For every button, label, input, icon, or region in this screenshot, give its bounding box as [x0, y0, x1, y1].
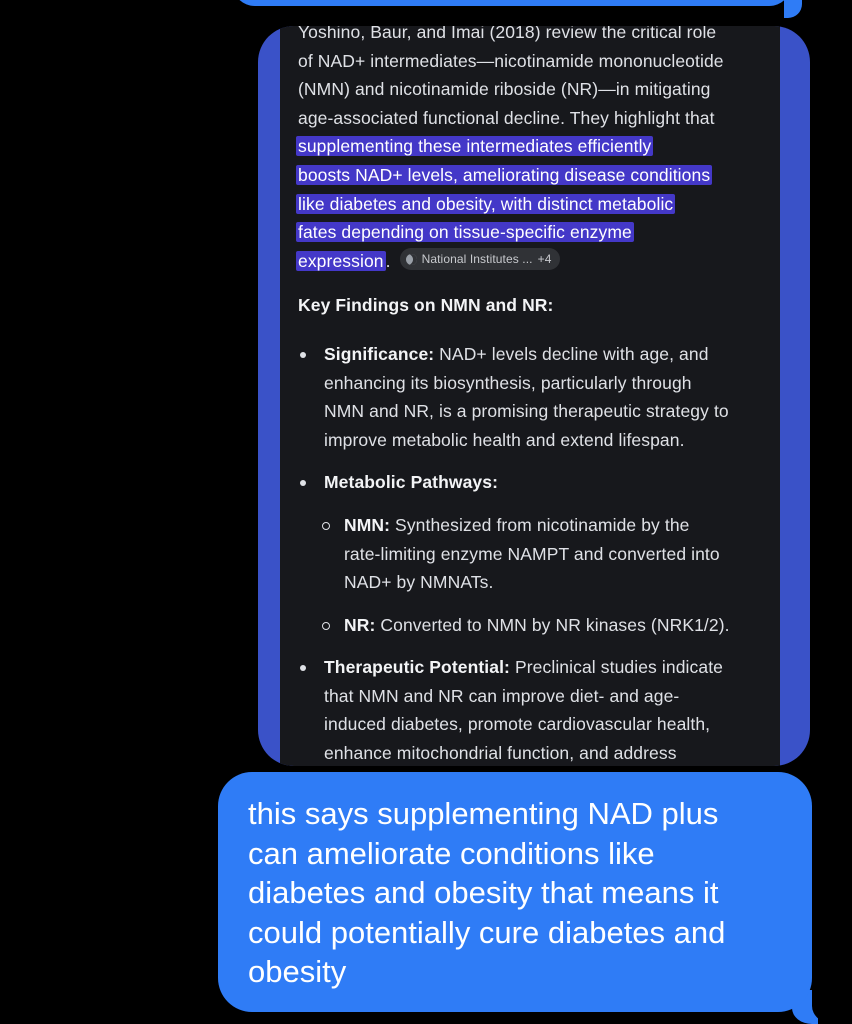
bullet-text: that NMN and NR can improve diet- and age- — [324, 685, 680, 706]
bullet-text: NAD+ levels decline with age, and — [434, 343, 709, 364]
bullet-text: enhance mitochondrial function, and address — [324, 743, 677, 764]
text-line: Yoshino, Baur, and Imai (2018) review the critical role — [298, 26, 717, 42]
bullet-title: Therapeutic Potential: — [324, 657, 510, 678]
citation-more: +4 — [537, 252, 552, 267]
bullet-title: Metabolic Pathways: — [324, 472, 499, 493]
highlighted-text: supplementing these intermediates efficiently — [298, 136, 652, 157]
highlighted-text: like diabetes and obesity, with distinct metabolic — [298, 193, 674, 214]
screenshot-text — [298, 26, 768, 766]
citation-chip[interactable] — [400, 248, 560, 270]
period: . — [385, 250, 391, 271]
message-line: could potentially cure diabetes and — [248, 914, 726, 950]
bullet-text: improve metabolic health and extend lifespan. — [324, 429, 685, 450]
message-line: diabetes and obesity that means it — [248, 875, 719, 910]
sub-bullet-title: NMN: — [344, 514, 391, 535]
sub-bullet-text: Synthesized from nicotinamide by the — [390, 514, 690, 535]
sub-bullet-nr — [298, 611, 768, 640]
previous-message-bubble[interactable] — [232, 0, 792, 6]
highlighted-text: fates depending on tissue-specific enzyme — [298, 222, 632, 243]
message-line: can ameliorate conditions like — [248, 835, 655, 871]
highlighted-text: expression — [298, 250, 384, 271]
text-line: of NAD+ intermediates—nicotinamide mononucleotide — [298, 50, 724, 71]
sub-bullet-text: Converted to NMN by NR kinases (NRK1/2). — [375, 614, 730, 635]
bullet-significance — [298, 340, 768, 454]
sub-bullet-text: NAD+ by NMNATs. — [344, 572, 494, 593]
source-icon — [406, 254, 417, 265]
section-heading: Key Findings on NMN and NR: — [298, 295, 554, 316]
bullet-text: NMN and NR, is a promising therapeutic strategy to — [324, 401, 729, 422]
message-tail-cutout — [812, 980, 842, 1024]
bullet-text: enhancing its biosynthesis, particularly through — [324, 372, 692, 393]
text-line: (NMN) and nicotinamide riboside (NR)—in mitigating — [298, 79, 711, 100]
message-line: this says supplementing NAD plus — [248, 796, 719, 831]
attached-screenshot[interactable] — [280, 26, 780, 766]
bullet-metabolic-pathways — [298, 468, 768, 497]
previous-message-tail — [784, 0, 802, 18]
bullet-text: Preclinical studies indicate — [509, 657, 723, 678]
citation-label: National Institutes ... — [421, 252, 533, 267]
bullet-text: induced diabetes, promote cardiovascular health, — [324, 714, 711, 735]
sub-bullet-text: rate-limiting enzyme NAMPT and converted into — [344, 543, 720, 564]
sub-bullet-nmn — [298, 511, 768, 597]
bullet-therapeutic-potential — [298, 653, 768, 766]
bullet-title: Significance: — [324, 343, 435, 364]
image-message-bubble[interactable] — [258, 26, 810, 766]
highlighted-text: boosts NAD+ levels, ameliorating disease conditions — [298, 164, 711, 185]
text-line: age-associated functional decline. They highlight that — [298, 107, 715, 128]
message-line: obesity — [248, 954, 347, 989]
sub-bullet-title: NR: — [344, 614, 376, 635]
outgoing-message-text — [248, 794, 808, 992]
